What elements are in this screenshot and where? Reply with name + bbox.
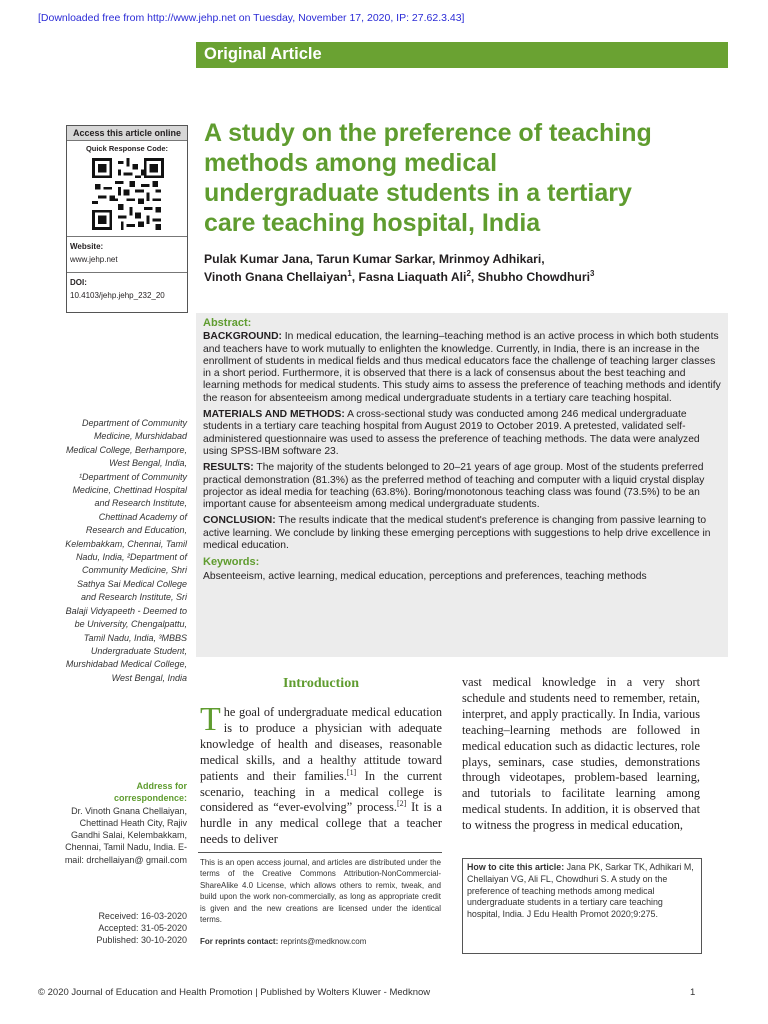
qr-code-icon[interactable]	[92, 158, 164, 230]
cite-label: How to cite this article:	[467, 862, 565, 872]
doi-link[interactable]: 10.4103/jehp.jehp_232_20	[70, 291, 165, 300]
license-text: This is an open access journal, and articles are distributed under the terms of the Creative Commons Attribution-NonCommercial-ShareAlike 4.0 License, which allows others to remix, tweak, and build upon the work non-commercially, as long as appropriate credit is given and the new creations are licensed under the identical terms.	[200, 858, 441, 925]
cite-body: Jana PK, Sarkar TK, Adhikari M, Chellaiyan VG, Ali FL, Chowdhuri S. A study on the preference of teaching methods among medical undergraduate students in a tertiary care teaching hospital, India. J Edu Health Promot 2020;9:275.	[467, 862, 694, 920]
section-banner	[196, 42, 728, 68]
license-divider	[198, 852, 442, 853]
introduction-right-column: vast medical knowledge in a very short schedule and students need to remember, retain, interpret, and apply practically. In India, various teaching–learning methods are followed in medical education such as didactic lectures, role plays, seminars, case studies, demonstrations through videotapes, problem-based learning, and tutorials to facilitate learning among medical students. In addition, it is observed that to witness the progress in medical education,	[462, 675, 700, 833]
affiliation-marker: 2	[466, 268, 471, 278]
abstract-background	[203, 331, 721, 405]
abstract-box	[196, 313, 728, 657]
affiliation-marker: 3	[590, 268, 595, 278]
website-link[interactable]: www.jehp.net	[70, 255, 118, 264]
results-label: RESULTS:	[203, 462, 254, 474]
received-date: Received: 16-03-2020	[98, 911, 187, 921]
abstract-results	[203, 462, 721, 511]
methods-text: A cross-sectional study was conducted among 246 medical undergraduate students in a tertiary care teaching hospital from August 2019 to October 2019. A pretested, validated self-administered questionnaire was used to assess the preference of teaching methods. The data were analyzed using SPSS-IBM software 23.	[203, 409, 700, 457]
reprints-label: For reprints contact:	[200, 937, 279, 946]
correspondence	[62, 780, 187, 866]
introduction-left-column	[200, 701, 442, 848]
doi-label: DOI:	[70, 278, 87, 287]
background-text: In medical education, the learning–teaching method is an active process in which both students and teachers have to work mutually to enlighten the knowledge. Currently, in India, there is an increase in the enrollment of students in medical fields and thus medical educators face the challenge of teaching larger classes in a short period. Furthermore, it is observed that there is a lack of consensus about the best teaching and learning methods for medical students. This study aims to assess the preference of teaching methods and identify the reason for absenteeism among medical undergraduate students in a tertiary care teaching hospital.	[203, 331, 721, 404]
article-title: A study on the preference of teaching methods among medical undergraduate students in a tertiary care teaching hospital, India	[204, 119, 652, 237]
page-number: 1	[690, 987, 696, 998]
conclusion-label: CONCLUSION:	[203, 515, 276, 527]
author-line-2	[204, 268, 724, 286]
citation-ref[interactable]: [1]	[346, 767, 357, 777]
accepted-date: Accepted: 31-05-2020	[98, 923, 187, 933]
results-text: The majority of the students belonged to 20–21 years of age group. Most of the students preferred practical demonstration (81.3%) as the preferred method of teaching and computer with a liquid crystal display projector as ideal media for teaching (63.8%). Boring/monotonous teaching class was found (73.5%) to be an important cause for absenteeism among medical undergraduate students.	[203, 462, 705, 511]
author-name: Vinoth Gnana Chellaiyan	[204, 270, 348, 284]
author-list	[204, 250, 724, 286]
keywords-heading: Keywords:	[203, 556, 260, 569]
correspondence-label: Address for correspondence:	[113, 781, 187, 804]
access-box-heading: Access this article online	[67, 126, 187, 141]
cite-text	[467, 862, 697, 921]
section-banner-label: Original Article	[204, 45, 322, 63]
access-article-box	[66, 125, 188, 313]
reprints-email[interactable]: reprints@medknow.com	[278, 937, 367, 946]
how-to-cite-box	[462, 858, 702, 954]
intro-text: he goal of undergraduate medical education is to produce a physician with adequate knowledge of health and diseases, reasonable medical skills, and a healthy attitude toward patients and their families.	[200, 705, 442, 783]
affiliation-marker: 1	[347, 268, 352, 278]
citation-ref[interactable]: [2]	[396, 799, 407, 809]
keywords-list: Absenteeism, active learning, medical education, perceptions and preferences, teaching methods	[203, 570, 647, 582]
author-line-1: Pulak Kumar Jana, Tarun Kumar Sarkar, Mrinmoy Adhikari,	[204, 252, 545, 266]
background-label: BACKGROUND:	[203, 331, 282, 343]
download-notice: [Downloaded free from http://www.jehp.net on Tuesday, November 17, 2020, IP: 27.62.3.43]	[38, 12, 465, 24]
drop-cap: T	[200, 701, 221, 738]
abstract-conclusion	[203, 515, 721, 552]
abstract-heading: Abstract:	[203, 317, 252, 329]
conclusion-text: The results indicate that the medical student's preference is changing from passive learning to active learning. We conclude by linking these emerging perceptions with suggestions to help drive excellence in medical education.	[203, 515, 711, 552]
article-dates	[62, 910, 187, 946]
website-label: Website:	[70, 242, 104, 251]
intro-text: In the current scenario, teaching in a medical college is considered as “ever-evolving” process.	[200, 768, 442, 815]
author-name: , Fasna Liaquath Ali	[351, 270, 467, 284]
introduction-heading: Introduction	[283, 676, 359, 691]
author-name: , Shubho Chowdhuri	[470, 270, 590, 284]
affiliations: Department of Community Medicine, Murshidabad Medical College, Berhampore, West Bengal, India, ¹Department of Community Medicine, Chettinad Hospital and Research Institute, Chettinad Academy of Research and Education, Kelembakkam, Chennai, Tamil Nadu, India, ²Department of Community Medicine, Shri Sathya Sai Medical College and Research Institute, Sri Balaji Vidyapeeth - Deemed to be University, Chengalpattu, Tamil Nadu, India, ³MBBS Undergraduate Student, Murshidabad Medical College, West Bengal, India	[65, 418, 187, 683]
abstract-methods	[203, 409, 721, 458]
correspondence-text: Dr. Vinoth Gnana Chellaiyan, Chettinad Heath City, Rajiv Gandhi Salai, Kelembakkam, Chennai, Tamil Nadu, India. E-mail: drchellaiyan@ gmail.com	[64, 805, 187, 865]
intro-text: It is a hurdle in any medical college that a teacher needs to deliver	[200, 800, 442, 847]
published-date: Published: 30-10-2020	[96, 935, 187, 945]
page-footer: © 2020 Journal of Education and Health Promotion | Published by Wolters Kluwer - Medknow	[38, 987, 431, 998]
qr-code-label: Quick Response Code:	[85, 144, 169, 153]
reprints-contact	[200, 937, 441, 946]
methods-label: MATERIALS AND METHODS:	[203, 409, 345, 421]
